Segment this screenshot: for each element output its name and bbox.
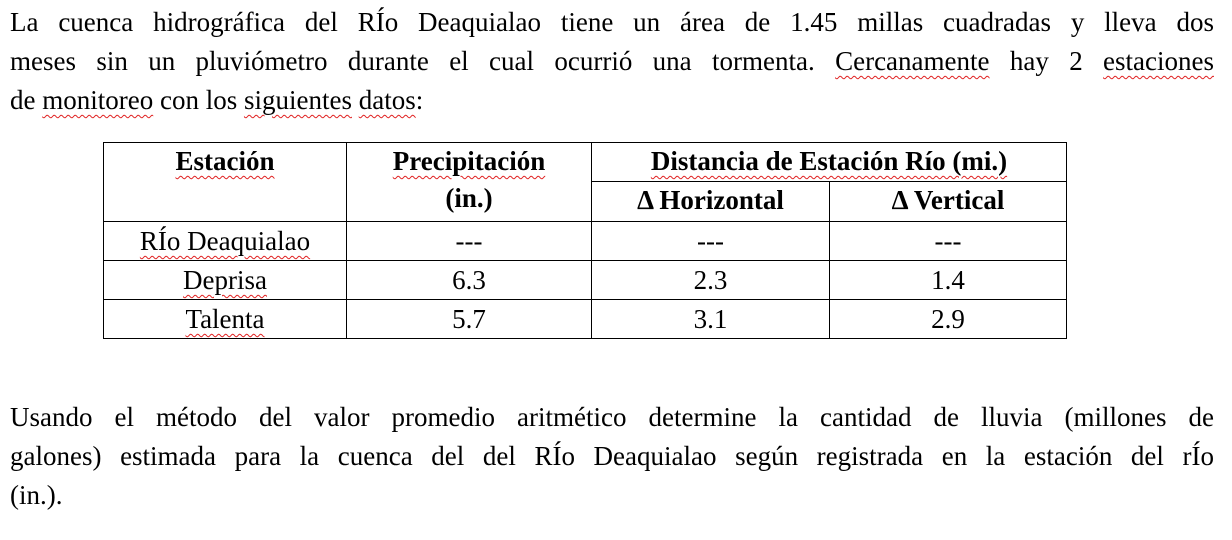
spellcheck-word-datos: datos (358, 85, 416, 115)
header-precipitation: Precipitación (in.) (347, 143, 592, 222)
question-line-2: galones) estimada para la cuenca del del RÍo Deaquialao según registrada en la estación del rÍo (10, 441, 1214, 471)
cell-station: Deprisa (104, 261, 347, 300)
intro-paragraph (10, 3, 1214, 120)
cell-precip: 5.7 (347, 300, 592, 339)
cell-vertical: 2.9 (830, 300, 1067, 339)
intro-line-1: La cuenca hidrográfica del RÍo Deaquialao tiene un área de 1.45 millas cuadradas y lleva dos (10, 7, 1214, 37)
intro-line-3-text-g: : (415, 85, 424, 115)
intro-line-3-text-a: de (10, 85, 43, 115)
cell-vertical: --- (830, 222, 1067, 261)
question-paragraph (10, 398, 1214, 515)
cell-horizontal: 3.1 (592, 300, 830, 339)
cell-vertical: 1.4 (830, 261, 1067, 300)
spellcheck-word-siguientes: siguientes (243, 85, 352, 115)
spellcheck-word-cercanamente: Cercanamente (835, 46, 990, 76)
cell-horizontal: --- (592, 222, 830, 261)
header-horizontal: Δ Horizontal (592, 182, 830, 222)
question-line-1: Usando el método del valor promedio aritmético determine la cantidad de lluvia (millones de (10, 402, 1214, 432)
cell-precip: 6.3 (347, 261, 592, 300)
cell-precip: --- (347, 222, 592, 261)
cell-station: RÍo Deaquialao (104, 222, 347, 261)
table-row (104, 222, 1067, 261)
table-row (104, 300, 1067, 339)
intro-line-2 (10, 42, 1214, 81)
intro-line-3 (10, 81, 1214, 120)
header-vertical: Δ Vertical (830, 182, 1067, 222)
intro-line-3-text-e (352, 85, 359, 115)
table-row (104, 261, 1067, 300)
header-distance: Distancia de Estación Río (mi.) (592, 143, 1067, 182)
table-header-row (104, 143, 1067, 182)
header-station: Estación (104, 143, 347, 222)
stations-table (103, 142, 1067, 339)
question-line-3: (in.). (10, 480, 63, 510)
intro-line-2-text-c: hay 2 (989, 46, 1104, 76)
spellcheck-word-monitoreo: monitoreo (42, 85, 154, 115)
intro-line-2-text-a: meses sin un pluviómetro durante el cual ocurrió una tormenta. (10, 46, 836, 76)
cell-station: Talenta (104, 300, 347, 339)
spellcheck-word-estaciones: estaciones (1103, 46, 1214, 76)
cell-horizontal: 2.3 (592, 261, 830, 300)
intro-line-3-text-c: con los (153, 85, 244, 115)
